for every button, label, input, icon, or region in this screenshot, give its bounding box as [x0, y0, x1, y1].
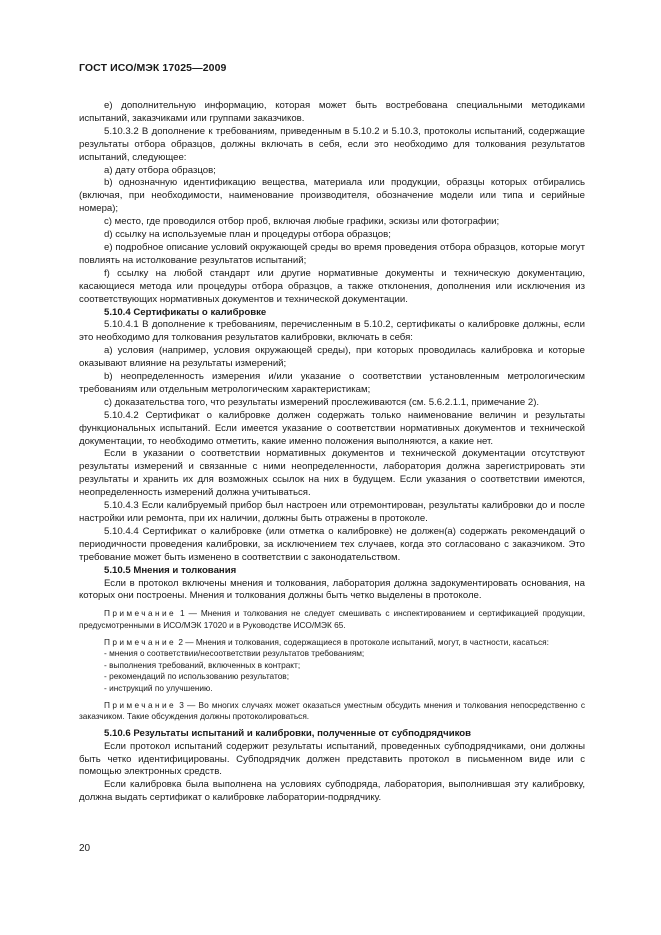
note-label: Примечание — [104, 699, 177, 710]
document-body — [79, 100, 585, 805]
list-item: d) ссылку на используемые план и процедуры отбора образцов; — [104, 229, 391, 241]
paragraph: Если в указании о соответствии нормативных документов и технической документации отсутствуют результаты измерений и связанные с ними неопределенности, лаборатория должна зарегистрировать эти результаты и хранить их для возможных ссылок на них в будущем. Если указания о соответствии имеются, неопределенность измерений должна учитываться. — [79, 448, 585, 499]
list-item: a) условия (например, условия окружающей среды), при которых проводилась калибровка и которые оказывают влияние на результаты измерений; — [79, 345, 585, 370]
note-label: Примечание — [104, 636, 177, 647]
section-heading: 5.10.4 Сертификаты о калибровке — [104, 306, 267, 318]
paragraph: 5.10.4.2 Сертификат о калибровке должен содержать только наименование величин и результаты функциональных испытаний. Если имеется указание о соответствии нормативных документов и технической документации, то необходимо отметить, какие именно положения выполняются, а какие нет. — [79, 409, 585, 447]
paragraph: Если протокол испытаний содержит результаты испытаний, проведенных субподрядчиками, они должны быть четко идентифицированы. Субподрядчик должен представить протокол в письменном виде или с помощью электронных средств. — [79, 740, 585, 778]
list-item: b) неопределенность измерения и/или указание о соответствии установленным метрологическим требованиям или отдельным метрологическим характеристикам; — [79, 371, 585, 395]
note-1 — [79, 608, 585, 631]
paragraph: 5.10.3.2 В дополнение к требованиям, приведенным в 5.10.2 и 5.10.3, протоколы испытаний, содержащие результаты отбора образцов, должны включать в себя, если это необходимо для толкования результатов испытаний, следующее: — [79, 125, 585, 163]
list-item: - мнения о соответствии/несоответствии результатов требованиям; — [79, 648, 585, 660]
page-number: 20 — [79, 843, 91, 854]
list-item: f) ссылку на любой стандарт или другие нормативные документы и техническую документацию, касающиеся метода или процедуры отбора образцов, а также отклонения, дополнения или исключения из соответствующих нормативных документов и технической документации. — [79, 267, 585, 305]
paragraph: 5.10.4.3 Если калибруемый прибор был настроен или отремонтирован, результаты калибровки до и после настройки или ремонта, при их наличии, должны быть отражены в протоколе. — [79, 500, 585, 524]
list-item: b) однозначную идентификацию вещества, материала или продукции, образцы которых отбирались (включая, при необходимости, наименование производителя, обозначение модели или типа и серийные номера); — [79, 177, 585, 215]
note-2 — [79, 637, 585, 649]
note-label: Примечание — [104, 608, 177, 619]
list-item: a) дату отбора образцов; — [104, 164, 216, 176]
document-header: ГОСТ ИСО/МЭК 17025—2009 — [79, 62, 227, 74]
paragraph: Если калибровка была выполнена на условиях субподряда, лаборатория, выполнившая эту калибровку, должна выдать сертификат о калибровке лаборатории-подрядчику. — [79, 779, 585, 804]
paragraph: 5.10.4.4 Сертификат о калибровке (или отметка о калибровке) не должен(а) содержать рекомендаций о периодичности проведения калибровки, за исключением тех случаев, когда это согласовано с заказчиком. Это требование может быть изменено в соответствии с законодательством. — [79, 525, 585, 563]
paragraph: e) дополнительную информацию, которая может быть востребована специальными методиками испытаний, заказчиками или группами заказчиков. — [79, 100, 585, 124]
note-text: 1 — Мнения и толкования не следует смешивать с инспектированием и сертификацией продукции, предусмотренными в ИСО/МЭК 17020 и в Руководстве ИСО/МЭК 65. — [79, 608, 585, 630]
section-heading: 5.10.6 Результаты испытаний и калибровки, полученные от субподрядчиков — [104, 727, 472, 739]
paragraph: 5.10.4.1 В дополнение к требованиям, перечисленным в 5.10.2, сертификаты о калибровке должны, если это необходимо для толкования результатов калибровки, включать в себя: — [79, 319, 585, 344]
note-3 — [79, 700, 585, 723]
note-2-list — [79, 648, 585, 694]
list-item: - инструкций по улучшению. — [79, 683, 585, 695]
list-item: c) место, где проводился отбор проб, включая любые графики, эскизы или фотографии; — [104, 216, 500, 228]
list-item: c) доказательства того, что результаты измерений прослеживаются (см. 5.6.2.1.1, примечание 2). — [104, 396, 540, 408]
paragraph: Если в протокол включены мнения и толкования, лаборатория должна задокументировать основания, на которых они построены. Мнения и толкования должны быть четко выделены в протоколе. — [79, 577, 585, 602]
note-text: 3 — Во многих случаях может оказаться уместным обсудить мнения и толкования непосредственно с заказчиком. Такие обсуждения должны протоколироваться. — [79, 699, 585, 722]
list-item: - выполнения требований, включенных в контракт; — [79, 660, 585, 672]
section-heading: 5.10.5 Мнения и толкования — [104, 564, 237, 576]
list-item: - рекомендаций по использованию результатов; — [79, 671, 585, 683]
note-text: 2 — Мнения и толкования, содержащиеся в протоколе испытаний, могут, в частности, касаться: — [178, 636, 549, 647]
list-item: e) подробное описание условий окружающей среды во время проведения отбора образцов, которые могут повлиять на истолкование результатов испытаний; — [79, 241, 585, 266]
